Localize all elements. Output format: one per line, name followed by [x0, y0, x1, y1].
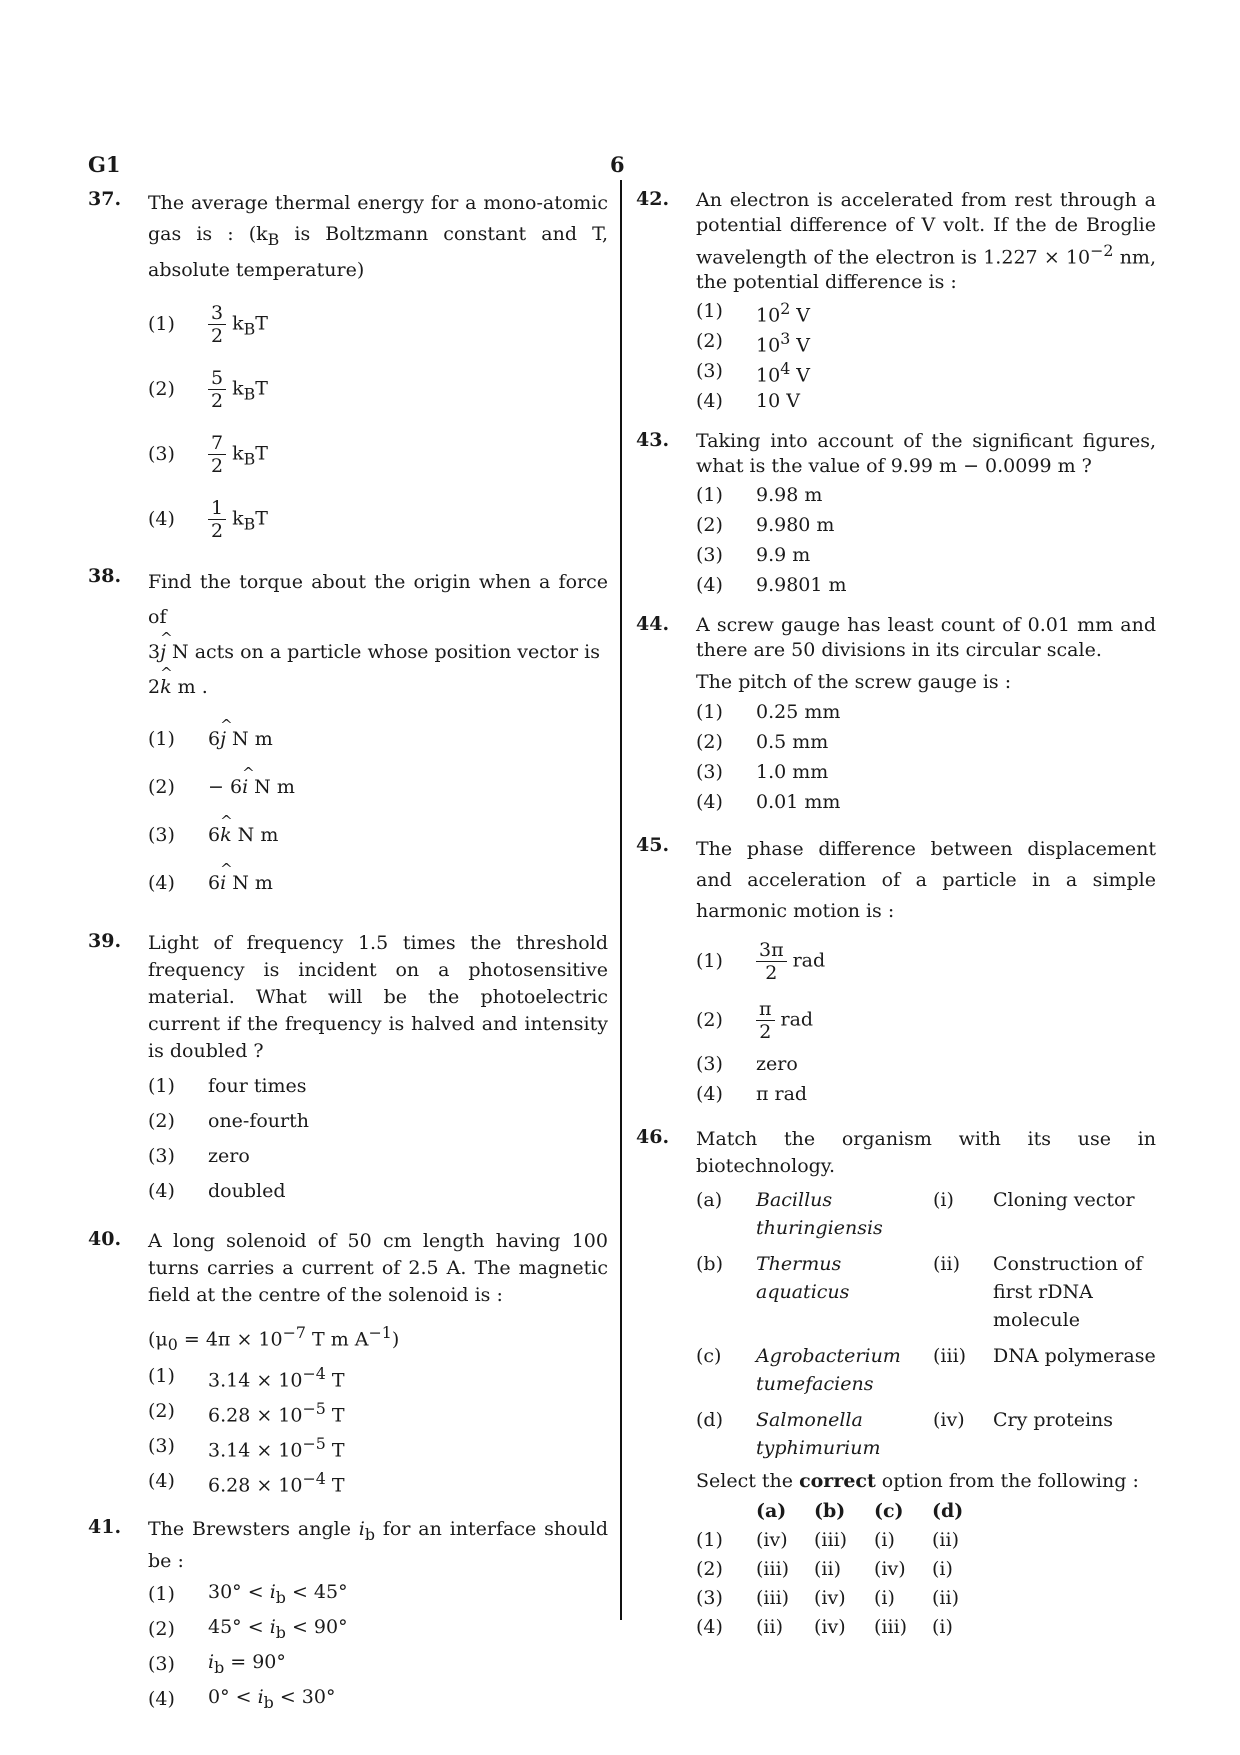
option-text: 0.25 mm	[756, 701, 841, 724]
question-42	[636, 188, 1156, 415]
option[interactable]	[696, 572, 1156, 599]
option-label: (3)	[148, 1653, 175, 1676]
option[interactable]: (2) $\frac{\pi}{2}$ rad	[696, 997, 814, 1043]
option-label: (4)	[148, 1470, 175, 1493]
match-table	[696, 1184, 1156, 1468]
option-label: (4)	[696, 390, 723, 413]
option-label: (1)	[148, 313, 175, 336]
fraction: $\frac{\pi}{2}$	[756, 998, 775, 1043]
option-label: (2)	[696, 330, 723, 353]
option-text: 9.980 m	[756, 514, 835, 537]
option[interactable]	[696, 1081, 1156, 1108]
question-number: 39.	[88, 929, 122, 952]
question-text: The Brewsters angle $i_b$ for an interface should be :	[148, 1517, 608, 1572]
answer-header-row: (a) (b) (c) (d)	[756, 1500, 964, 1523]
option-label: (3)	[148, 443, 175, 466]
question-37	[88, 188, 608, 551]
option-text: π rad	[756, 1083, 808, 1106]
question-number: 44.	[636, 613, 670, 636]
question-39	[88, 930, 608, 1208]
option-label: (4)	[696, 1083, 723, 1106]
option-label: (2)	[148, 1110, 175, 1133]
option-label: (1)	[696, 949, 723, 972]
option-label: (4)	[148, 1180, 175, 1203]
match-row: (b) Thermus aquaticus (ii) Construction of first rDNA molecule	[696, 1253, 1143, 1332]
fraction: $\frac{1}{2}$	[208, 497, 226, 542]
option[interactable]: (2) $45^\circ < i_b < 90^\circ$	[148, 1615, 348, 1642]
option[interactable]: (4) $6.28 \times 10^{-4}$ T	[148, 1468, 345, 1497]
question-text: Match the organism with its use in biotechnology.	[696, 1128, 1156, 1178]
option-text: 9.98 m	[756, 484, 823, 507]
question-number: 42.	[636, 188, 670, 210]
option[interactable]	[148, 1071, 608, 1103]
option-label: (2)	[148, 1618, 175, 1641]
match-row: (a) Bacillus thuringiensis (i) Cloning vector	[696, 1189, 1135, 1240]
option-label: (3)	[696, 360, 723, 383]
unit-vector: ^ k	[220, 822, 232, 849]
option-label: (2)	[696, 514, 723, 537]
question-43	[636, 429, 1156, 599]
option-label: (1)	[148, 1365, 175, 1388]
option-text: four times	[208, 1075, 307, 1098]
question-45	[636, 834, 1156, 1108]
option-label: (2)	[148, 1400, 175, 1423]
option[interactable]: (2) − 6^ i N m	[148, 765, 608, 810]
set-code: G1	[88, 152, 121, 177]
question-subtext: The pitch of the screw gauge is :	[696, 671, 1012, 694]
fraction: $\frac{3}{2}$	[208, 302, 226, 347]
option[interactable]: (1) $\frac{3\pi}{2}$ rad	[696, 938, 826, 984]
unit-vector: ^ j	[160, 635, 166, 670]
question-text: Taking into account of the significant figures, what is the value of 9.99 m − 0.0099 m ?	[696, 430, 1156, 478]
select-instruction: Select the correct option from the following :	[696, 1470, 1139, 1493]
unit-vector: ^ i	[220, 870, 226, 897]
unit-vector: ^ j	[220, 726, 226, 753]
fraction: $\frac{7}{2}$	[208, 432, 226, 477]
option-text: 1.0 mm	[756, 761, 829, 784]
option[interactable]: (4) $0^\circ < i_b < 30^\circ$	[148, 1685, 336, 1712]
option-label: (1)	[148, 1075, 175, 1098]
option[interactable]: (3) 6^ k N m	[148, 813, 608, 858]
option-label: (1)	[696, 701, 723, 724]
question-40	[88, 1228, 608, 1498]
option[interactable]: (3) $10^4$ V	[696, 358, 811, 386]
option-text: zero	[208, 1145, 250, 1168]
option-text: 0.5 mm	[756, 731, 829, 754]
question-number: 40.	[88, 1227, 122, 1250]
option-text: 0.01 mm	[756, 791, 841, 814]
option[interactable]: (4) 6^ i N m	[148, 861, 608, 906]
column-divider	[620, 180, 622, 1620]
question-38	[88, 565, 608, 906]
option-label: (3)	[148, 1145, 175, 1168]
question-text: A long solenoid of 50 cm length having 100 turns carries a current of 2.5 A. The magnetic field at the centre of the solenoid is :	[148, 1229, 608, 1306]
option-label: (3)	[148, 823, 175, 846]
question-number: 46.	[636, 1126, 670, 1149]
answer-table	[696, 1497, 990, 1642]
option[interactable]: (4) $\frac{1}{2}$ $k_BT$	[148, 497, 268, 543]
option-label: (1)	[696, 484, 723, 507]
option-label: (2)	[148, 378, 175, 401]
option[interactable]: (1) $3.14 \times 10^{-4}$ T	[148, 1363, 345, 1392]
option[interactable]: (1) $\frac{3}{2}$ $k_BT$	[148, 302, 268, 348]
question-number: 45.	[636, 834, 670, 857]
question-text: Find the torque about the origin when a force of 3^ j N acts on a particle whose position vector is 2^ k m .	[148, 565, 608, 705]
option-label: (4)	[148, 1688, 175, 1711]
match-row: (d) Salmonella typhimurium (iv) Cry proteins	[696, 1409, 1114, 1460]
option[interactable]	[148, 1106, 608, 1138]
option-label: (2)	[148, 775, 175, 798]
option[interactable]	[696, 699, 1156, 726]
option-label: (3)	[696, 1053, 723, 1076]
fraction: $\frac{3\pi}{2}$	[756, 939, 787, 984]
option[interactable]: (1) $30^\circ < i_b < 45^\circ$	[148, 1580, 348, 1607]
option-label: (1)	[148, 727, 175, 750]
option-label: (4)	[148, 871, 175, 894]
question-46	[636, 1126, 1156, 1642]
question-text: The phase difference between displacement and acceleration of a particle in a simple harmonic motion is :	[696, 838, 1156, 923]
option[interactable]	[696, 542, 1156, 569]
option[interactable]	[696, 512, 1156, 539]
question-text: Light of frequency 1.5 times the threshold frequency is incident on a photosensitive material. What will be the photoelectric current if the frequency is halved and intensity is doubled ?	[148, 931, 608, 1062]
option-text: one-fourth	[208, 1110, 310, 1133]
option-label: (2)	[696, 731, 723, 754]
question-41	[88, 1516, 608, 1716]
given-constant: ($\mu_0 = 4\pi \times 10^{-7}$ T m $A^{-1}$)	[148, 1322, 400, 1354]
option[interactable]: (3) $i_b = 90^\circ$	[148, 1650, 286, 1677]
option-text: 9.9801 m	[756, 574, 847, 597]
answer-option-row[interactable]: (4) (ii) (iv) (iii) (i)	[696, 1616, 953, 1639]
answer-option-row[interactable]: (1) (iv) (iii) (i) (ii)	[696, 1529, 959, 1552]
page-number: 6	[610, 152, 625, 177]
option-label: (4)	[148, 508, 175, 531]
question-number: 37.	[88, 188, 122, 210]
question-text: A screw gauge has least count of 0.01 mm and there are 50 divisions in its circular scale.	[696, 614, 1156, 662]
option[interactable]: (2) $10^3$ V	[696, 328, 811, 356]
question-44	[636, 613, 1156, 816]
question-number: 38.	[88, 564, 122, 587]
option[interactable]	[696, 1051, 1156, 1078]
option[interactable]	[148, 1141, 608, 1173]
option-label: (3)	[696, 544, 723, 567]
option[interactable]: (4) 10 V	[696, 388, 1156, 415]
option-label: (1)	[148, 1583, 175, 1606]
answer-option-row[interactable]: (3) (iii) (iv) (i) (ii)	[696, 1587, 959, 1610]
option-label: (3)	[696, 761, 723, 784]
match-row: (c) Agrobacterium tumefaciens (iii) DNA polymerase	[696, 1345, 1156, 1396]
option-label: (4)	[696, 574, 723, 597]
option-text: doubled	[208, 1180, 286, 1203]
option[interactable]	[696, 789, 1156, 816]
option-text: 9.9 m	[756, 544, 811, 567]
fraction: $\frac{5}{2}$	[208, 367, 226, 412]
option[interactable]: (2) $6.28 \times 10^{-5}$ T	[148, 1398, 345, 1427]
option[interactable]	[696, 482, 1156, 509]
unit-vector: ^ i	[242, 774, 248, 801]
option[interactable]: (2) $\frac{5}{2}$ $k_BT$	[148, 367, 268, 413]
option[interactable]	[148, 1176, 608, 1208]
option-text: zero	[756, 1053, 798, 1076]
option[interactable]	[696, 759, 1156, 786]
option-label: (4)	[696, 791, 723, 814]
left-column	[88, 188, 608, 1716]
option[interactable]: (1) $10^2$ V	[696, 298, 811, 326]
question-number: 41.	[88, 1515, 122, 1538]
option[interactable]: (3) $3.14 \times 10^{-5}$ T	[148, 1433, 345, 1462]
question-text: An electron is accelerated from rest through a potential difference of V volt. If the de Broglie wavelength of the electron is $1.227 \times 10^{-2}$ nm, the potential difference is :	[696, 189, 1156, 294]
option-label: (2)	[696, 1008, 723, 1031]
answer-option-row[interactable]: (2) (iii) (ii) (iv) (i)	[696, 1558, 953, 1581]
unit-vector: ^ k	[160, 670, 172, 705]
question-text: The average thermal energy for a mono-atomic gas is : ($k_B$ is Boltzmann constant and T, absolute temperature)	[148, 192, 609, 281]
option-label: (1)	[696, 300, 723, 323]
option[interactable]: (1) 6^ j N m	[148, 717, 608, 762]
right-column	[636, 188, 1156, 1642]
option[interactable]: (3) $\frac{7}{2}$ $k_BT$	[148, 432, 268, 478]
option-label: (3)	[148, 1435, 175, 1458]
option[interactable]	[696, 729, 1156, 756]
question-number: 43.	[636, 429, 670, 452]
